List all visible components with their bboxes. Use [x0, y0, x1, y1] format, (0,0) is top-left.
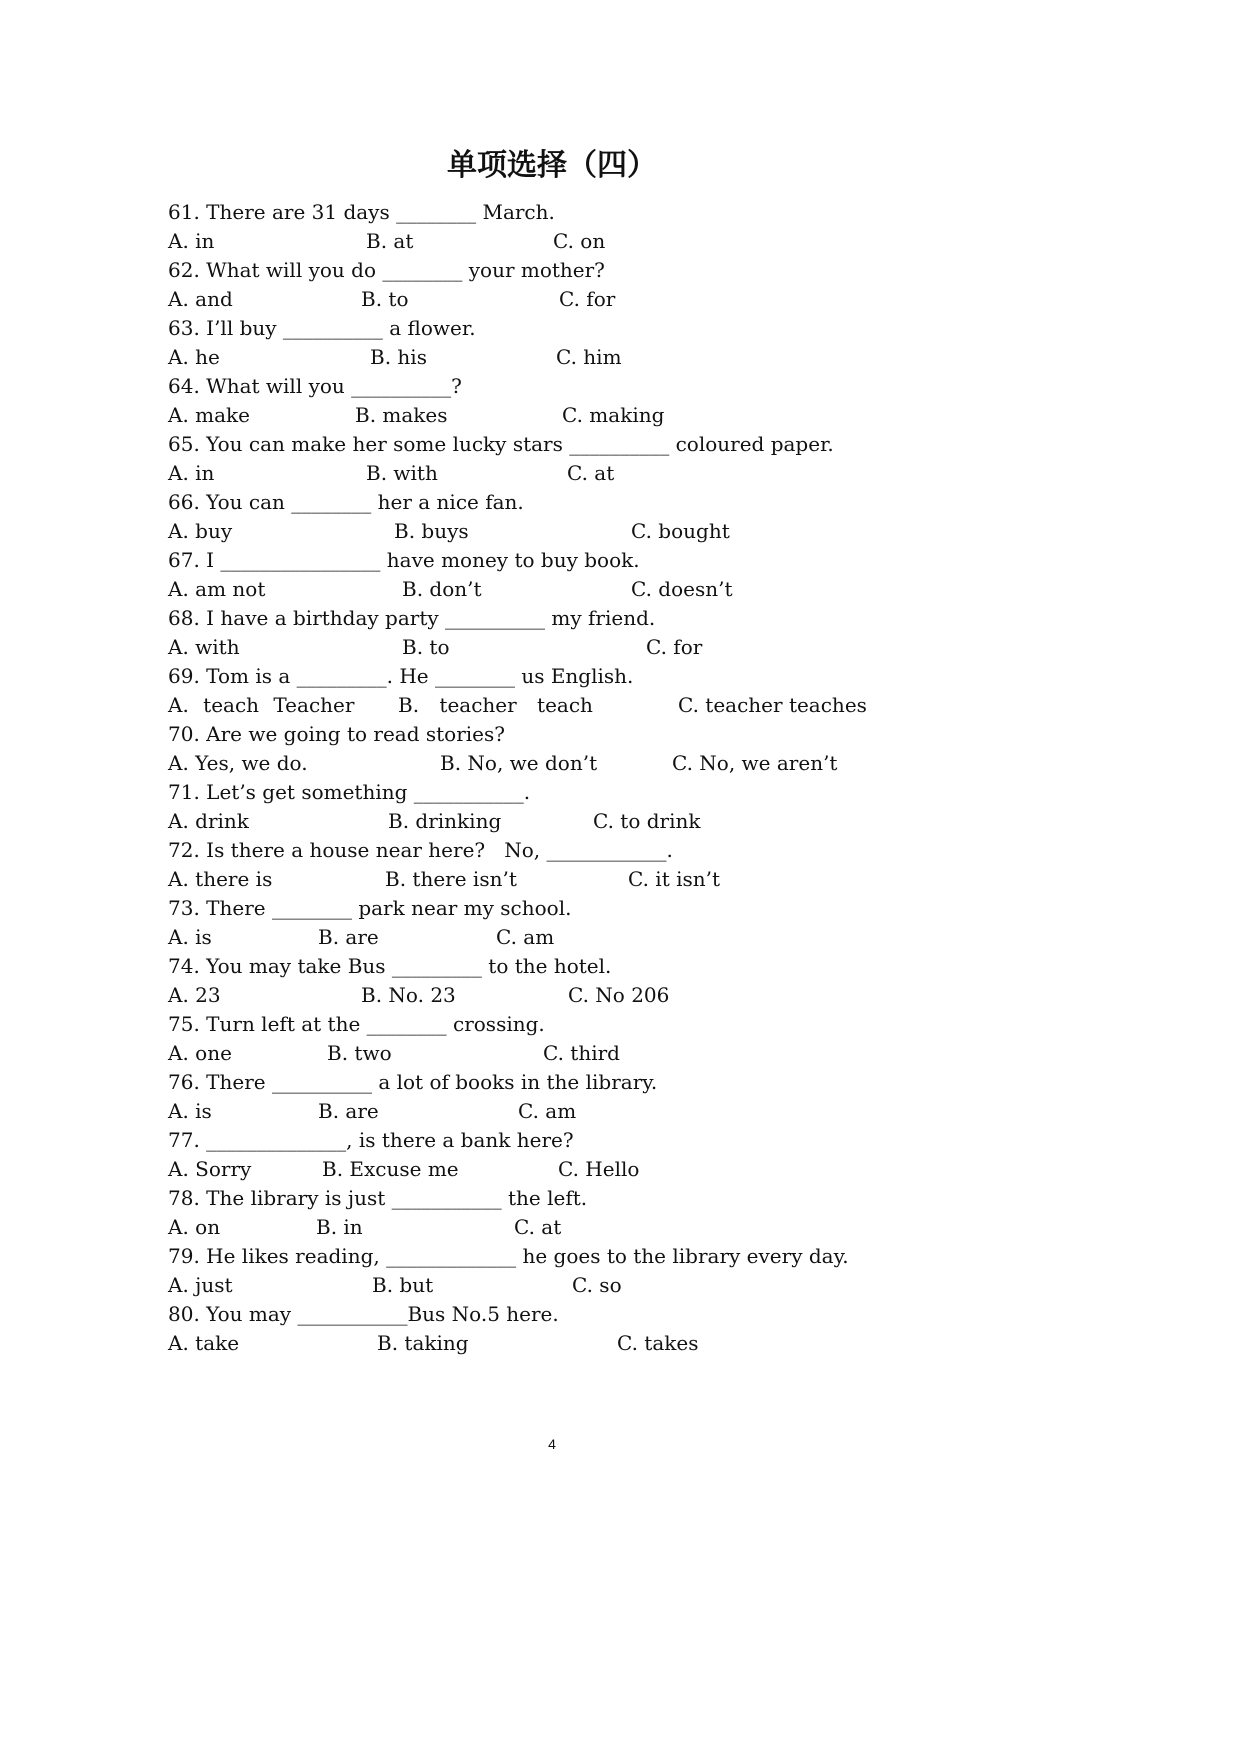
option-b: B. to	[361, 287, 409, 311]
option-a: A. is	[168, 925, 212, 949]
question-80-options	[168, 1329, 968, 1358]
question-61-options	[168, 227, 968, 256]
question-62-options	[168, 285, 968, 314]
option-b: B. don’t	[402, 577, 482, 601]
question-67-stem: 67. I ________________ have money to buy book.	[168, 548, 640, 572]
option-b: B. at	[366, 229, 414, 253]
option-c: C. Hello	[558, 1157, 640, 1181]
option-a: A. drink	[168, 809, 249, 833]
question-71-stem: 71. Let’s get something ___________.	[168, 780, 531, 804]
question-68-options	[168, 633, 968, 662]
option-b: B. makes	[355, 403, 448, 427]
question-73-stem: 73. There ________ park near my school.	[168, 896, 572, 920]
question-67-options	[168, 575, 968, 604]
option-c: C. for	[646, 635, 703, 659]
question-65-stem: 65. You can make her some lucky stars __________ coloured paper.	[168, 432, 834, 456]
page-title: 单项选择（四）	[447, 148, 657, 183]
question-73-options	[168, 923, 968, 952]
question-69-stem: 69. Tom is a _________. He ________ us English.	[168, 664, 634, 688]
option-b: B. his	[370, 345, 427, 369]
option-b: B. there isn’t	[385, 867, 517, 891]
option-c: C. on	[553, 229, 606, 253]
question-78-options	[168, 1213, 968, 1242]
option-b: B. teacher teach	[398, 693, 593, 717]
option-b: B. in	[316, 1215, 363, 1239]
option-c: C. takes	[617, 1331, 699, 1355]
option-c: C. third	[543, 1041, 620, 1065]
option-b: B. taking	[377, 1331, 469, 1355]
question-76-stem: 76. There __________ a lot of books in the library.	[168, 1070, 658, 1094]
option-b: B. drinking	[388, 809, 502, 833]
option-a: A. buy	[168, 519, 233, 543]
option-a: A. and	[168, 287, 233, 311]
question-75-stem: 75. Turn left at the ________ crossing.	[168, 1012, 545, 1036]
question-74-options	[168, 981, 968, 1010]
question-71-options	[168, 807, 968, 836]
question-63-stem: 63. I’ll buy __________ a flower.	[168, 316, 476, 340]
option-a: A. one	[168, 1041, 232, 1065]
option-c: C. him	[556, 345, 622, 369]
option-a: A. just	[168, 1273, 233, 1297]
option-c: C. teacher teaches	[678, 693, 867, 717]
option-c: C. No 206	[568, 983, 670, 1007]
page-number: 4	[548, 1436, 556, 1452]
option-a: A. teach Teacher	[168, 693, 355, 717]
question-75-options	[168, 1039, 968, 1068]
option-c: C. at	[567, 461, 615, 485]
question-66-options	[168, 517, 968, 546]
question-64-options	[168, 401, 968, 430]
option-a: A. there is	[168, 867, 273, 891]
question-63-options	[168, 343, 968, 372]
option-a: A. is	[168, 1099, 212, 1123]
option-c: C. at	[514, 1215, 562, 1239]
question-72-options	[168, 865, 968, 894]
option-a: A. in	[168, 229, 215, 253]
option-c: C. to drink	[593, 809, 701, 833]
option-a: A. in	[168, 461, 215, 485]
option-b: B. No, we don’t	[440, 751, 598, 775]
option-b: B. buys	[394, 519, 469, 543]
option-c: C. so	[572, 1273, 622, 1297]
option-a: A. take	[168, 1331, 240, 1355]
option-c: C. am	[518, 1099, 577, 1123]
question-68-stem: 68. I have a birthday party __________ my friend.	[168, 606, 656, 630]
question-64-stem: 64. What will you __________?	[168, 374, 462, 398]
question-69-options	[168, 691, 968, 720]
option-a: A. Sorry	[168, 1157, 252, 1181]
option-c: C. doesn’t	[631, 577, 733, 601]
question-79-options	[168, 1271, 968, 1300]
option-c: C. making	[562, 403, 665, 427]
option-a: A. he	[168, 345, 220, 369]
option-c: C. for	[559, 287, 616, 311]
question-80-stem: 80. You may ___________Bus No.5 here.	[168, 1302, 559, 1326]
option-a: A. 23	[168, 983, 221, 1007]
question-74-stem: 74. You may take Bus _________ to the hotel.	[168, 954, 612, 978]
question-list	[168, 198, 968, 1358]
question-70-options	[168, 749, 968, 778]
question-77-options	[168, 1155, 968, 1184]
option-b: B. two	[327, 1041, 392, 1065]
option-a: A. on	[168, 1215, 221, 1239]
option-b: B. are	[318, 925, 379, 949]
question-66-stem: 66. You can ________ her a nice fan.	[168, 490, 524, 514]
question-78-stem: 78. The library is just ___________ the left.	[168, 1186, 588, 1210]
option-a: A. make	[168, 403, 251, 427]
option-b: B. with	[366, 461, 438, 485]
option-b: B. Excuse me	[322, 1157, 459, 1181]
question-70-stem: 70. Are we going to read stories?	[168, 722, 505, 746]
option-b: B. No. 23	[361, 983, 456, 1007]
option-c: C. No, we aren’t	[672, 751, 838, 775]
option-b: B. but	[372, 1273, 434, 1297]
option-a: A. Yes, we do.	[168, 751, 308, 775]
option-b: B. are	[318, 1099, 379, 1123]
question-61-stem: 61. There are 31 days ________ March.	[168, 200, 555, 224]
question-65-options	[168, 459, 968, 488]
question-77-stem: 77. ______________, is there a bank here?	[168, 1128, 574, 1152]
option-c: C. it isn’t	[628, 867, 721, 891]
question-79-stem: 79. He likes reading, _____________ he goes to the library every day.	[168, 1244, 849, 1268]
option-b: B. to	[402, 635, 450, 659]
option-a: A. with	[168, 635, 240, 659]
question-76-options	[168, 1097, 968, 1126]
option-a: A. am not	[168, 577, 266, 601]
question-62-stem: 62. What will you do ________ your mother?	[168, 258, 605, 282]
option-c: C. am	[496, 925, 555, 949]
question-72-stem: 72. Is there a house near here? No, ____________.	[168, 838, 673, 862]
option-c: C. bought	[631, 519, 730, 543]
